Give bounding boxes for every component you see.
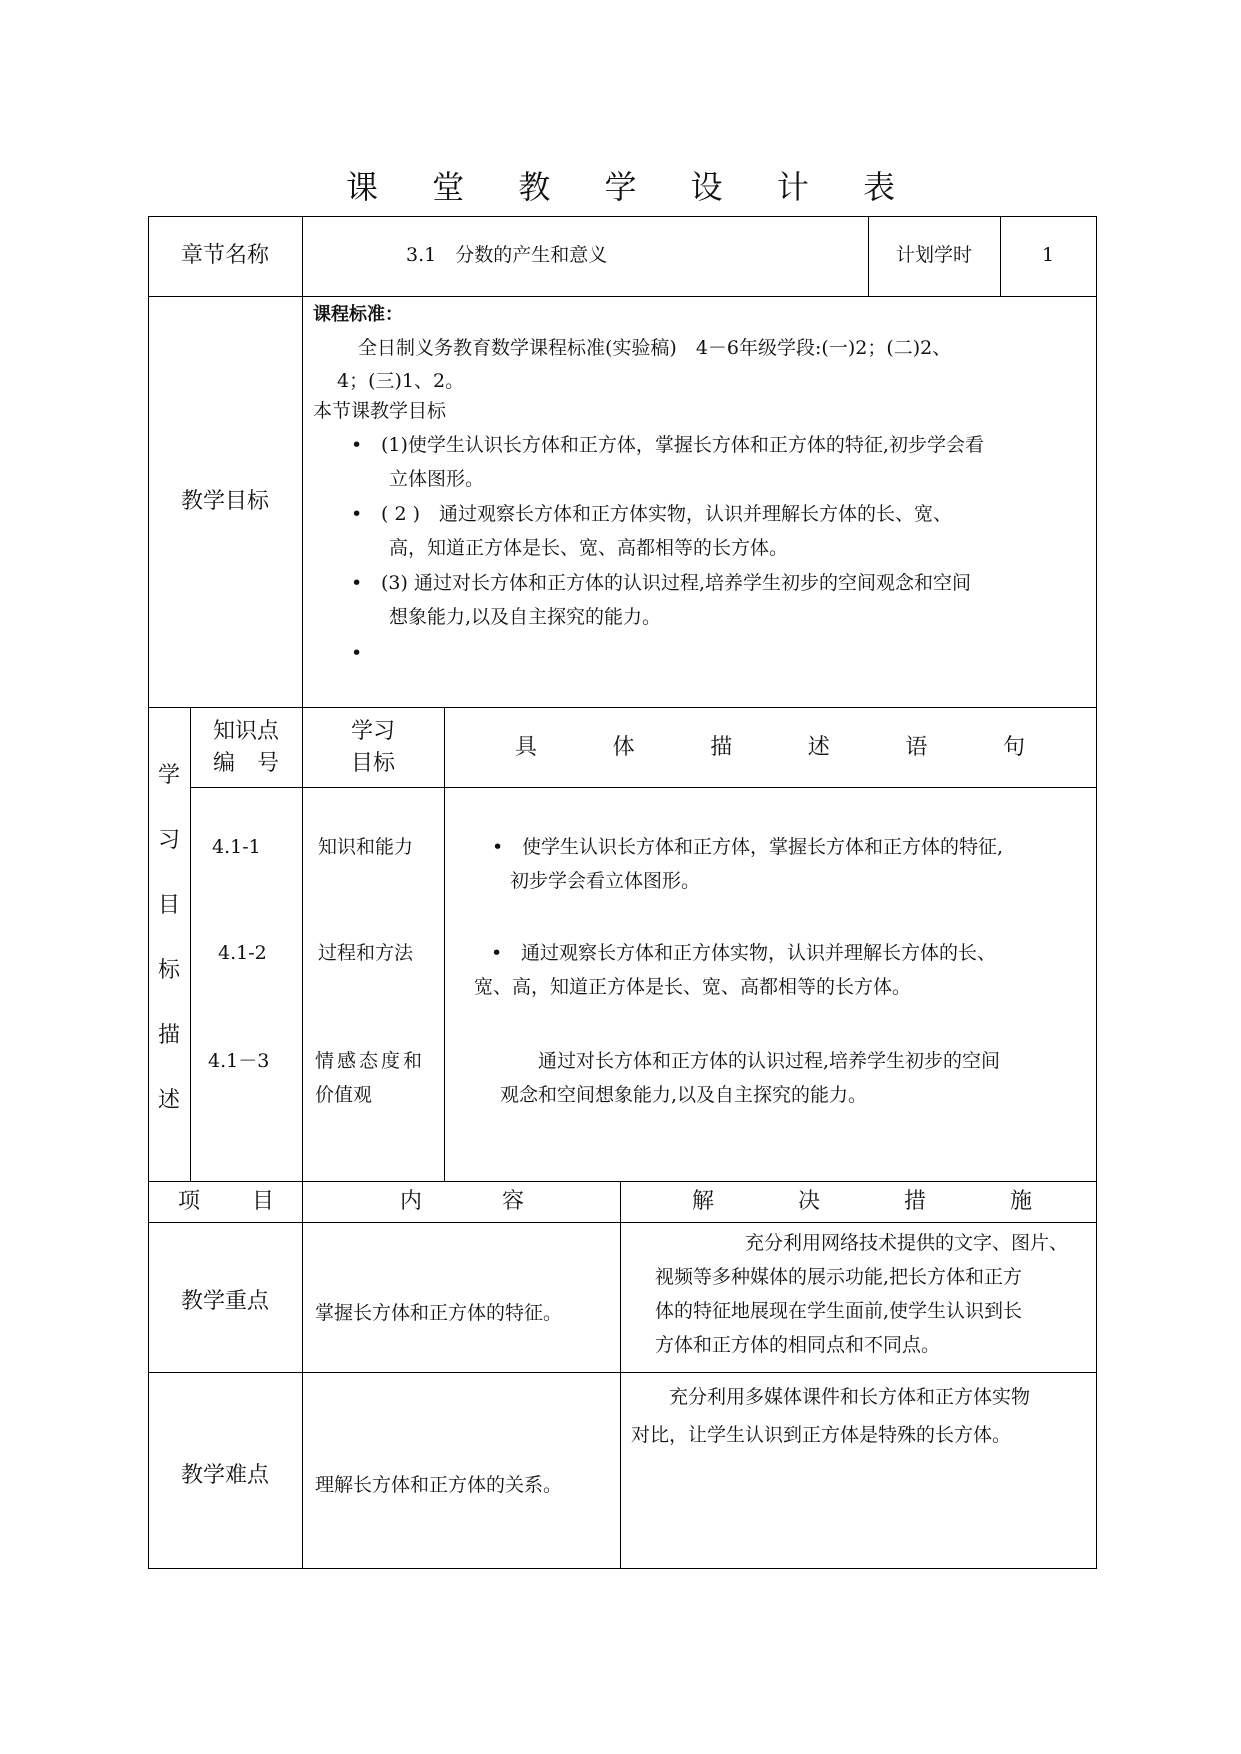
col-header-goal: 学习 目标: [350, 719, 395, 776]
key-point-label: 教学重点: [180, 1289, 269, 1314]
objective-item-3: • (3) 通过对长方体和正方体的认识过程,培养学生初步的空间观念和空间 想象能力,以及自主探究的能力。: [351, 566, 971, 634]
row-1-description: • 使学生认识长方体和正方体，掌握长方体和正方体的特征, 初步学会看立体图形。: [492, 830, 1003, 898]
objective-item-1: • (1)使学生认识长方体和正方体，掌握长方体和正方体的特征,初步学会看 立体图形。: [351, 428, 984, 496]
standard-line-1: 全日制义务教育数学课程标准(实验稿) 4－6年级学段:(一)2；(二)2、: [358, 337, 952, 359]
col-header-code: 知识点 编 号: [212, 719, 279, 776]
row-1-code: 4.1-1: [212, 836, 261, 858]
bullet-icon: •: [351, 642, 363, 664]
row-2-code: 4.1-2: [218, 942, 267, 964]
difficult-point-measures: 充分利用多媒体课件和长方体和正方体实物 对比，让学生认识到正方体是特殊的长方体。: [631, 1386, 1031, 1446]
chapter-label: 章节名称: [180, 243, 269, 268]
key-point-content: 掌握长方体和正方体的特征。: [315, 1302, 563, 1324]
chapter-value: 3.1 分数的产生和意义: [406, 244, 608, 266]
standard-heading: 课程标准：: [313, 304, 403, 325]
lesson-objectives-heading: 本节课教学目标: [313, 400, 447, 422]
bullet-icon: •: [492, 836, 504, 858]
bullet-icon: •: [351, 434, 363, 456]
difficult-point-content: 理解长方体和正方体的关系。: [315, 1474, 563, 1496]
learning-side-label: 学 习 目 标 描 述: [157, 763, 180, 1113]
hours-label: 计划学时: [895, 244, 972, 266]
hours-value: 1: [1041, 244, 1055, 266]
page-title: 课 堂 教 学 设 计 表: [345, 168, 918, 206]
row-3-code: 4.1－3: [208, 1050, 270, 1072]
bullet-icon: •: [351, 572, 363, 594]
header-content: 内 容: [400, 1189, 524, 1214]
bullet-icon: •: [351, 503, 363, 525]
key-point-measures: 充分利用网络技术提供的文字、图片、 视频等多种媒体的展示功能,把长方体和正方 体的特征地展现在学生面前,使学生认识到长 方体和正方体的相同点和不同点。: [655, 1232, 1069, 1356]
difficult-point-label: 教学难点: [180, 1463, 269, 1488]
standard-line-2: 4；(三)1、2。: [337, 370, 465, 392]
objectives-label: 教学目标: [180, 489, 269, 514]
row-2-description: • 通过观察长方体和正方体实物，认识并理解长方体的长、 宽、高，知道正方体是长、宽、高都相等的长方体。: [474, 936, 996, 1004]
bullet-icon: •: [491, 942, 503, 964]
objective-item-empty: [351, 636, 381, 670]
col-header-description: 具 体 描 述 语 句: [515, 735, 1025, 760]
row-3-goal: 情感态度和 价值观: [315, 1050, 426, 1106]
row-2-goal: 过程和方法: [318, 942, 414, 964]
header-measures: 解 决 措 施: [692, 1189, 1032, 1214]
objective-item-2: • ( 2 ) 通过观察长方体和正方体实物，认识并理解长方体的长、宽、 高，知道正方体是长、宽、高都相等的长方体。: [351, 497, 952, 565]
header-item: 项 目: [178, 1189, 274, 1214]
row-3-description: 通过对长方体和正方体的认识过程,培养学生初步的空间 观念和空间想象能力,以及自主探究的能力。: [500, 1050, 1001, 1106]
row-1-goal: 知识和能力: [318, 836, 414, 858]
